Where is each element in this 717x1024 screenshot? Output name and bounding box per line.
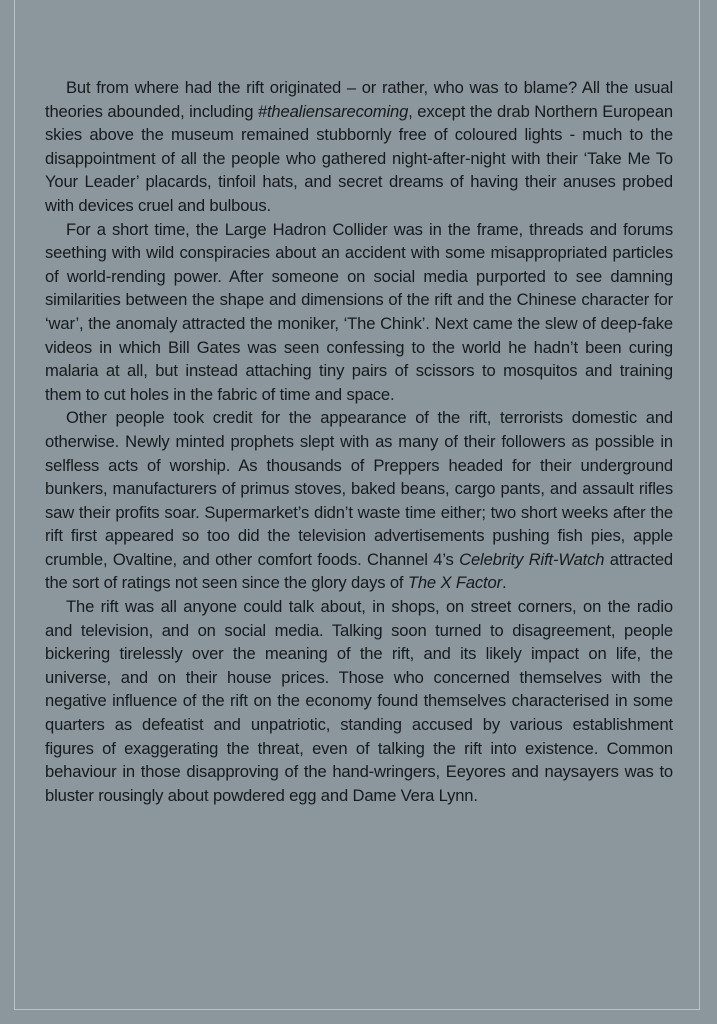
text-run: . (501, 573, 507, 593)
text-run: For a short time, the Large Hadron Collider was in the frame, threads and forums seething with wild conspiracies about an accident with some misappropriated particles of world-rending power. After someone on social media purported to see damning similarities between the shape and dimensions of the rift and the Chinese character for ‘war’, the anomaly attracted the moniker, ‘The Chink’. Next came the slew of deep-fake videos in which Bill Gates was seen confessing to the world he hadn’t been curing malaria at all, but instead attaching tiny pairs of scissors to mosquitos and training them to cut holes in the fabric of time and space. (45, 219, 673, 404)
italic-text: The X Factor (407, 573, 502, 593)
italic-text: #thealiensarecoming (257, 101, 409, 121)
paragraph (45, 76, 673, 218)
text-run: But from where had the rift originated – or rather, who was to blame? All the usual theories abounded, including (45, 78, 673, 121)
paragraph (45, 218, 673, 407)
text-run: attracted the sort of ratings not seen since the glory days of (45, 549, 673, 593)
text-run: Other people took credit for the appearance of the rift, terrorists domestic and otherwise. Newly minted prophets slept with as many of their followers as possible in selfless acts of worship. As thousands of Preppers headed for their underground bunkers, manufacturers of primus stoves, baked beans, cargo pants, and assault rifles saw their profits soar. Supermarket’s didn’t waste time either; two short weeks after the rift first appeared so too did the television advertisements pushing fish pies, apple crumble, Ovaltine, and other comfort foods. Channel 4’s (45, 408, 673, 569)
document-body (45, 76, 673, 807)
text-run: The rift was all anyone could talk about, in shops, on street corners, on the radio and television, and on social media. Talking soon turned to disagreement, people bickering tirelessly over the meaning of the rift, and its likely impact on life, the universe, and on their house prices. Those who concerned themselves with the negative influence of the rift on the economy found themselves characterised in some quarters as defeatist and unpatriotic, standing accused by various establishment figures of exaggerating the threat, even of talking the rift into existence. Common behaviour in those disapproving of the hand-wringers, Eeyores and naysayers was to bluster rousingly about powdered egg and Dame Vera Lynn. (45, 597, 673, 805)
paragraph (45, 595, 673, 807)
paragraph (45, 406, 673, 595)
italic-text: Celebrity Rift-Watch (459, 549, 605, 569)
text-run: , except the drab Northern European skies above the museum remained stubbornly free of coloured lights - much to the disappointment of all the people who gathered night-after-night with their ‘Take Me To Your Leader’ placards, tinfoil hats, and secret dreams of having their anuses probed with devices cruel and bulbous. (45, 101, 673, 215)
